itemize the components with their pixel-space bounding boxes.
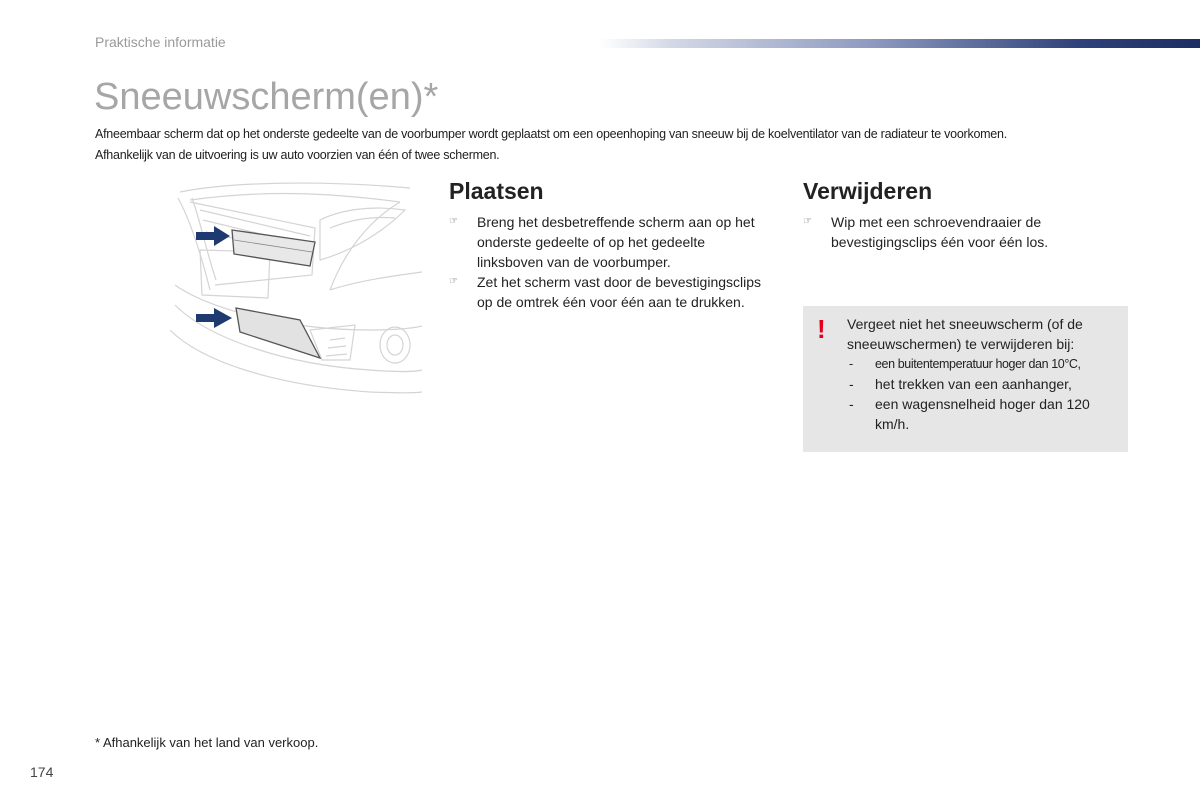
pointing-hand-icon: ☞ <box>803 216 812 227</box>
verwijderen-item-text: Wip met een schroevendraaier de bevestigingsclips één voor één los. <box>831 214 1049 250</box>
warning-list <box>847 354 1122 434</box>
dash-marker: - <box>849 376 854 392</box>
verwijderen-heading: Verwijderen <box>803 178 933 204</box>
car-front-illustration <box>170 180 422 400</box>
list-item <box>449 212 765 272</box>
pointing-hand-icon: ☞ <box>449 276 458 287</box>
warning-intro: Vergeet niet het sneeuwscherm (of de sneeuwschermen) te verwijderen bij: <box>847 316 1083 352</box>
plaatsen-item-text: Zet het scherm vast door de bevestigingsclips op de omtrek één voor één aan te drukken. <box>477 274 762 310</box>
list-item <box>847 394 1122 434</box>
verwijderen-list <box>803 212 1088 252</box>
header-gradient-bar <box>600 39 1200 48</box>
list-item <box>449 272 765 312</box>
warning-box <box>803 306 1128 452</box>
page-title: Sneeuwscherm(en)* <box>94 76 439 118</box>
list-item <box>847 374 1122 394</box>
dash-marker: - <box>849 357 853 371</box>
section-label: Praktische informatie <box>95 34 226 50</box>
plaatsen-list <box>449 212 765 312</box>
warning-item-text: een buitentemperatuur hoger dan 10°C, <box>875 357 1081 371</box>
dash-marker: - <box>849 396 854 412</box>
plaatsen-heading: Plaatsen <box>449 178 544 204</box>
exclamation-icon: ! <box>817 314 826 344</box>
intro-line-1: Afneembaar scherm dat op het onderste gedeelte van de voorbumper wordt geplaatst om een opeenhoping van sneeuw bij de koelventilator van de radiateur te voorkomen. <box>95 127 1007 141</box>
footnote: * Afhankelijk van het land van verkoop. <box>95 735 319 750</box>
plaatsen-item-text: Breng het desbetreffende scherm aan op het onderste gedeelte of op het gedeelte linksboven van de voorbumper. <box>477 214 755 270</box>
warning-text <box>847 314 1122 434</box>
warning-item-text: een wagensnelheid hoger dan 120 km/h. <box>875 396 1090 432</box>
intro-line-2: Afhankelijk van de uitvoering is uw auto voorzien van één of twee schermen. <box>95 148 500 162</box>
pointing-hand-icon: ☞ <box>449 216 458 227</box>
intro-text <box>95 124 1185 166</box>
list-item <box>847 354 1122 374</box>
list-item <box>803 212 1088 252</box>
page-number: 174 <box>30 764 54 780</box>
warning-item-text: het trekken van een aanhanger, <box>875 376 1072 392</box>
